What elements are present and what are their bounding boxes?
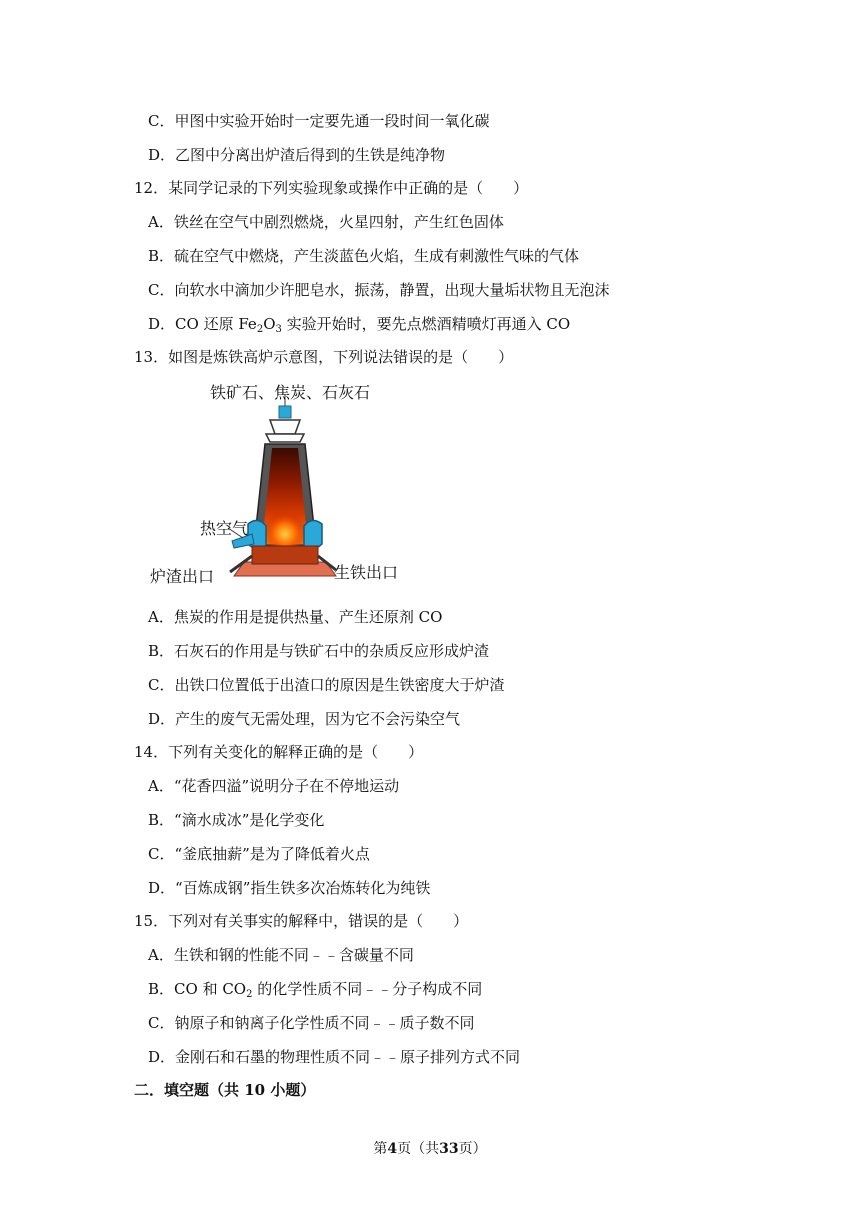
figure-label-slag-outlet: 炉渣出口 bbox=[150, 567, 215, 586]
q14-option-d: D．“百炼成钢”指生铁多次冶炼转化为纯铁 bbox=[148, 879, 431, 897]
q12-option-b: B．硫在空气中燃烧，产生淡蓝色火焰，生成有刺激性气味的气体 bbox=[148, 247, 580, 265]
q12-d-part1: D．CO 还原 Fe bbox=[148, 315, 257, 333]
q15-b-sub: 2 bbox=[246, 989, 253, 1000]
figure-label-inputs: 铁矿石、焦炭、石灰石 bbox=[210, 383, 371, 402]
footer-prefix: 第 bbox=[373, 1141, 388, 1157]
q13-option-d: D．产生的废气无需处理，因为它不会污染空气 bbox=[148, 710, 461, 728]
q12-d-sub2: 3 bbox=[275, 324, 282, 335]
q15-option-b bbox=[148, 979, 482, 999]
question-15-stem: 15．下列对有关事实的解释中，错误的是（ ） bbox=[134, 912, 469, 930]
blast-furnace-diagram bbox=[148, 376, 408, 590]
figure-label-hot-air: 热空气 bbox=[200, 519, 249, 538]
q15-option-d: D．金刚石和石墨的物理性质不同﹣﹣原子排列方式不同 bbox=[148, 1048, 521, 1066]
question-12-stem: 12．某同学记录的下列实验现象或操作中正确的是（ ） bbox=[134, 179, 529, 197]
q13-option-c: C．出铁口位置低于出渣口的原因是生铁密度大于炉渣 bbox=[148, 676, 505, 694]
q14-option-c: C．“釜底抽薪”是为了降低着火点 bbox=[148, 845, 370, 863]
question-13-stem: 13．如图是炼铁高炉示意图，下列说法错误的是（ ） bbox=[134, 348, 514, 366]
q15-option-a: A．生铁和钢的性能不同﹣﹣含碳量不同 bbox=[148, 946, 414, 964]
q12-d-sub1: 2 bbox=[256, 324, 264, 335]
page-footer bbox=[0, 1138, 860, 1158]
q14-option-b: B．“滴水成冰”是化学变化 bbox=[148, 811, 325, 829]
footer-suffix: 页） bbox=[458, 1141, 487, 1157]
q14-option-a: A．“花香四溢”说明分子在不停地运动 bbox=[148, 777, 400, 795]
q12-option-d bbox=[148, 314, 570, 334]
q15-b-part2: 的化学性质不同﹣﹣分子构成不同 bbox=[252, 980, 483, 998]
blast-furnace-figure bbox=[148, 376, 408, 590]
q13-option-b: B．石灰石的作用是与铁矿石中的杂质反应形成炉渣 bbox=[148, 642, 490, 660]
q15-b-part1: B．CO 和 CO bbox=[148, 980, 247, 998]
q11-option-d: D．乙图中分离出炉渣后得到的生铁是纯净物 bbox=[148, 146, 446, 164]
q12-option-c: C．向软水中滴加少许肥皂水，振荡，静置，出现大量垢状物且无泡沫 bbox=[148, 281, 610, 299]
q15-option-c: C．钠原子和钠离子化学性质不同﹣﹣质子数不同 bbox=[148, 1014, 475, 1032]
q11-option-c: C．甲图中实验开始时一定要先通一段时间一氧化碳 bbox=[148, 112, 490, 130]
q12-d-part3: 实验开始时，要先点燃酒精喷灯再通入 CO bbox=[281, 315, 571, 333]
footer-middle: 页（共 bbox=[397, 1141, 440, 1157]
question-14-stem: 14．下列有关变化的解释正确的是（ ） bbox=[134, 743, 424, 761]
q12-d-part2: O bbox=[263, 315, 276, 333]
q12-option-a: A．铁丝在空气中剧烈燃烧，火星四射，产生红色固体 bbox=[148, 213, 504, 231]
figure-label-iron-outlet: 生铁出口 bbox=[334, 563, 399, 582]
footer-total-pages: 33 bbox=[439, 1141, 459, 1157]
footer-page-number: 4 bbox=[387, 1141, 398, 1157]
section-heading: 二．填空题（共 10 小题） bbox=[134, 1081, 316, 1099]
q13-option-a: A．焦炭的作用是提供热量、产生还原剂 CO bbox=[148, 608, 443, 626]
